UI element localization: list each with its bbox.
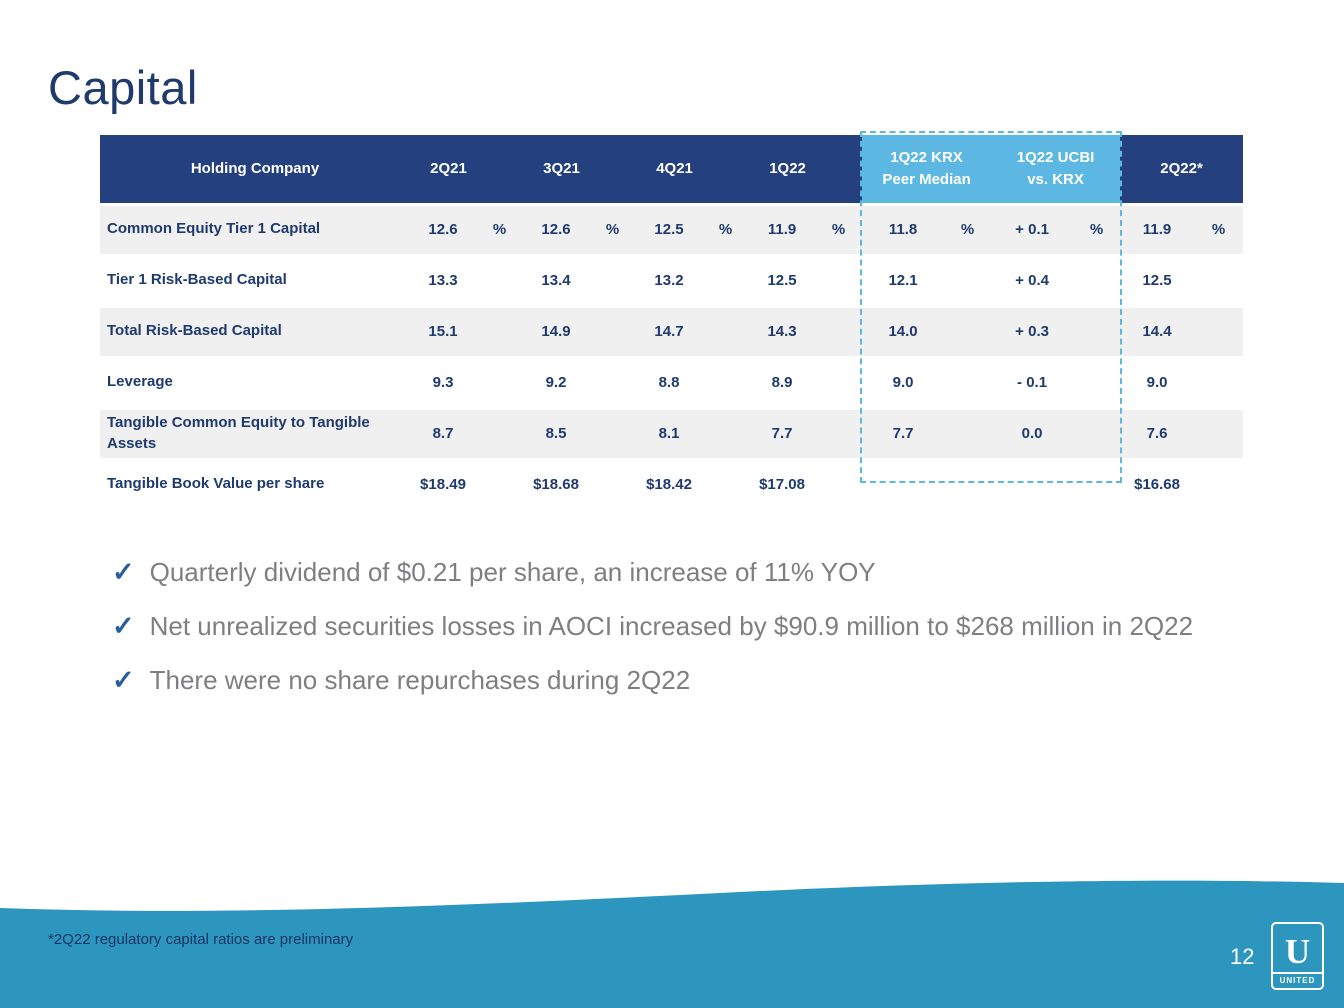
cell-unit xyxy=(589,255,636,306)
check-icon: ✓ xyxy=(112,664,135,695)
table-row-cet1 xyxy=(100,204,1243,255)
cell-unit xyxy=(589,459,636,510)
cell-unit xyxy=(702,459,749,510)
table-row-tce xyxy=(100,408,1243,459)
row-label: Common Equity Tier 1 Capital xyxy=(100,204,410,255)
cell-value: - 0.1 xyxy=(991,357,1073,408)
data-table xyxy=(100,135,1243,512)
cell-unit: % xyxy=(1194,204,1243,255)
cell-value: 14.9 xyxy=(523,306,589,357)
cell-value xyxy=(991,459,1073,510)
cell-value: 8.1 xyxy=(636,408,702,459)
table-row-leverage xyxy=(100,357,1243,408)
cell-value: 8.8 xyxy=(636,357,702,408)
cell-value: 9.2 xyxy=(523,357,589,408)
page-title: Capital xyxy=(48,61,198,114)
row-label: Tangible Common Equity to Tangible Assets xyxy=(100,408,410,459)
cell-value: 12.6 xyxy=(523,204,589,255)
table-header-row xyxy=(100,135,1243,204)
cell-unit xyxy=(589,408,636,459)
cell-unit xyxy=(702,306,749,357)
cell-value: $18.49 xyxy=(410,459,476,510)
cell-unit xyxy=(815,459,862,510)
cell-unit xyxy=(476,306,523,357)
cell-unit xyxy=(944,459,991,510)
cell-value: 11.9 xyxy=(749,204,815,255)
cell-value: + 0.1 xyxy=(991,204,1073,255)
cell-unit xyxy=(589,306,636,357)
cell-unit xyxy=(589,357,636,408)
cell-unit xyxy=(944,408,991,459)
table-row-total-risk xyxy=(100,306,1243,357)
cell-value: 8.9 xyxy=(749,357,815,408)
cell-value: 14.3 xyxy=(749,306,815,357)
cell-value: 11.8 xyxy=(862,204,944,255)
cell-value: 12.6 xyxy=(410,204,476,255)
cell-value xyxy=(862,459,944,510)
cell-value: 12.5 xyxy=(636,204,702,255)
col-krx-peer-median xyxy=(862,135,991,204)
col-krx-line1: 1Q22 KRX xyxy=(890,149,963,166)
row-label: Tangible Book Value per share xyxy=(100,459,410,510)
bullet-dividend xyxy=(112,556,1267,590)
footnote: *2Q22 regulatory capital ratios are preliminary xyxy=(48,931,354,948)
cell-value: 0.0 xyxy=(991,408,1073,459)
cell-unit xyxy=(1073,408,1120,459)
cell-unit xyxy=(476,459,523,510)
col-2q22: 2Q22* xyxy=(1120,135,1243,204)
cell-unit xyxy=(944,306,991,357)
cell-value: 13.4 xyxy=(523,255,589,306)
cell-value: 14.4 xyxy=(1120,306,1194,357)
cell-unit: % xyxy=(702,204,749,255)
cell-unit xyxy=(702,357,749,408)
cell-value: 9.0 xyxy=(862,357,944,408)
col-ucbi-line1: 1Q22 UCBI xyxy=(1016,149,1095,166)
cell-value: 14.7 xyxy=(636,306,702,357)
bullet-aoci xyxy=(112,610,1267,644)
cell-unit xyxy=(702,255,749,306)
bullet-list xyxy=(112,556,1267,717)
cell-unit xyxy=(815,255,862,306)
cell-value: 7.7 xyxy=(862,408,944,459)
row-label: Tier 1 Risk-Based Capital xyxy=(100,255,410,306)
cell-value: 13.3 xyxy=(410,255,476,306)
cell-unit xyxy=(944,357,991,408)
cell-unit xyxy=(815,357,862,408)
col-2q21: 2Q21 xyxy=(410,135,523,204)
cell-unit: % xyxy=(589,204,636,255)
cell-value: $16.68 xyxy=(1120,459,1194,510)
cell-value: + 0.4 xyxy=(991,255,1073,306)
cell-value: 8.7 xyxy=(410,408,476,459)
cell-unit xyxy=(702,408,749,459)
cell-unit: % xyxy=(1073,204,1120,255)
cell-value: 11.9 xyxy=(1120,204,1194,255)
bullet-text: Quarterly dividend of $0.21 per share, an increase of 11% YOY xyxy=(149,557,876,587)
logo-letter: U xyxy=(1284,932,1311,971)
col-3q21: 3Q21 xyxy=(523,135,636,204)
bullet-repurchases xyxy=(112,664,1267,698)
row-label: Leverage xyxy=(100,357,410,408)
cell-value: 13.2 xyxy=(636,255,702,306)
check-icon: ✓ xyxy=(112,557,135,587)
cell-value: 9.3 xyxy=(410,357,476,408)
cell-unit xyxy=(815,306,862,357)
check-icon: ✓ xyxy=(112,610,135,641)
cell-unit xyxy=(1073,357,1120,408)
cell-unit: % xyxy=(944,204,991,255)
col-ucbi-vs-krx xyxy=(991,135,1120,204)
row-label: Total Risk-Based Capital xyxy=(100,306,410,357)
cell-unit xyxy=(815,408,862,459)
cell-value: 12.5 xyxy=(1120,255,1194,306)
cell-unit xyxy=(1073,459,1120,510)
cell-value: 7.6 xyxy=(1120,408,1194,459)
cell-unit xyxy=(1073,255,1120,306)
col-1q22: 1Q22 xyxy=(749,135,862,204)
cell-unit xyxy=(1073,306,1120,357)
col-holding-company: Holding Company xyxy=(100,135,410,204)
cell-unit: % xyxy=(815,204,862,255)
cell-unit xyxy=(944,255,991,306)
cell-value: 7.7 xyxy=(749,408,815,459)
cell-value: 15.1 xyxy=(410,306,476,357)
cell-value: $18.68 xyxy=(523,459,589,510)
cell-unit xyxy=(1194,459,1243,510)
cell-unit xyxy=(1194,255,1243,306)
cell-value: $17.08 xyxy=(749,459,815,510)
cell-unit: % xyxy=(476,204,523,255)
col-ucbi-line2: vs. KRX xyxy=(1027,170,1084,188)
cell-unit xyxy=(476,357,523,408)
cell-value: 14.0 xyxy=(862,306,944,357)
table-row-tier1 xyxy=(100,255,1243,306)
col-4q21: 4Q21 xyxy=(636,135,749,204)
cell-value: 9.0 xyxy=(1120,357,1194,408)
cell-value: 12.5 xyxy=(749,255,815,306)
cell-unit xyxy=(1194,408,1243,459)
col-krx-line2: Peer Median xyxy=(882,170,971,188)
cell-unit xyxy=(1194,306,1243,357)
page-number: 12 xyxy=(1230,944,1255,969)
bullet-text: Net unrealized securities losses in AOCI increased by $90.9 million to $268 million in 2Q22 xyxy=(149,610,1194,641)
logo-name: UNITED xyxy=(1273,972,1322,985)
cell-unit xyxy=(476,408,523,459)
capital-ratios-table xyxy=(100,135,1243,512)
united-logo xyxy=(1271,922,1324,990)
table-row-tbv xyxy=(100,459,1243,510)
cell-value: 8.5 xyxy=(523,408,589,459)
cell-value: 12.1 xyxy=(862,255,944,306)
cell-unit xyxy=(476,255,523,306)
bullet-text: There were no share repurchases during 2Q22 xyxy=(149,664,691,695)
cell-value: $18.42 xyxy=(636,459,702,510)
cell-value: + 0.3 xyxy=(991,306,1073,357)
cell-unit xyxy=(1194,357,1243,408)
